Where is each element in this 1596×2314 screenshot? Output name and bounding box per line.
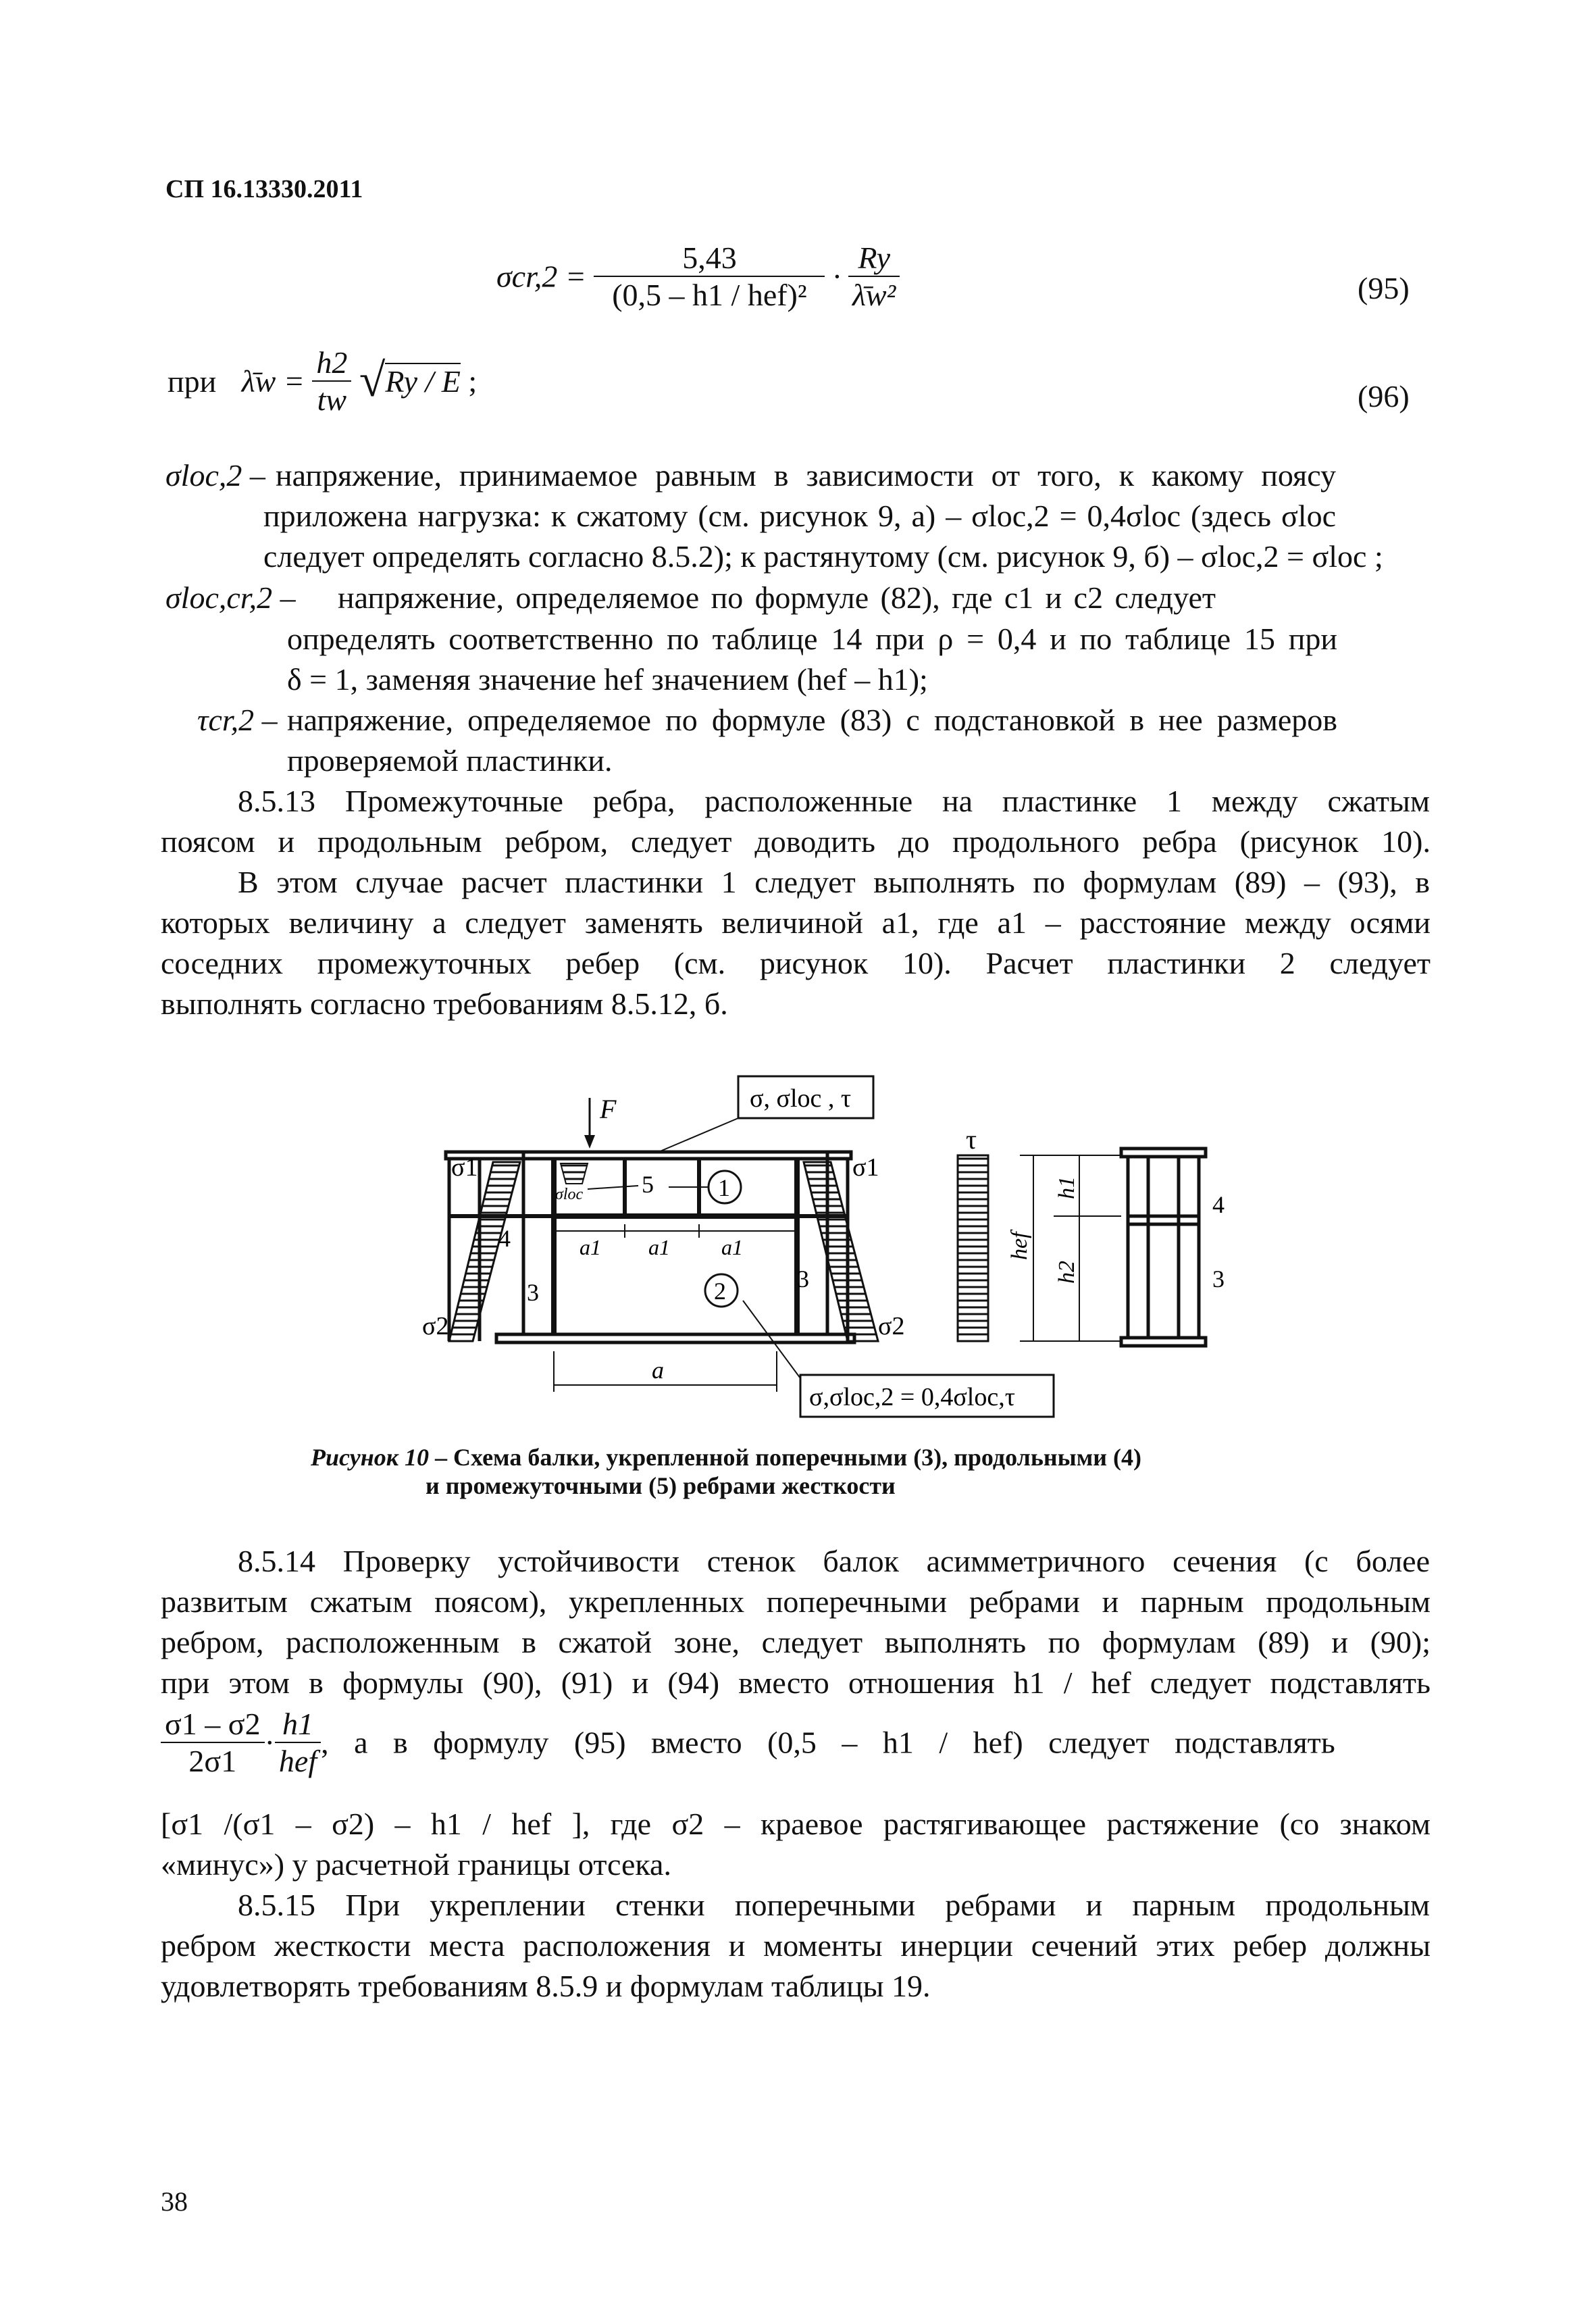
cross-section xyxy=(1121,1149,1206,1346)
formula-95 xyxy=(496,240,900,313)
dim-a xyxy=(554,1351,777,1392)
formula-95-denominator: (0,5 – h1 / hef)² xyxy=(612,278,807,312)
p8514-dot: · xyxy=(264,1725,275,1760)
formula-96-denominator: tw xyxy=(317,382,347,417)
label-sigma1-right: σ1 xyxy=(852,1153,879,1182)
def1-line2: приложена нагрузка: к сжатому (см. рисунок 9, а) – σloc,2 = 0,4σloc (здесь σloc xyxy=(263,499,1336,533)
formula-95-numerator2: Ry xyxy=(848,240,900,277)
p8513-line5: соседних промежуточных ребер (см. рисунок 10). Расчет пластинки 2 следует xyxy=(161,946,1431,980)
label-hef: hef xyxy=(1007,1232,1032,1260)
label-a1-3: a1 xyxy=(721,1235,743,1259)
p8514-line1: 8.5.14 Проверку устойчивости стенок балок асимметричного сечения (с более xyxy=(238,1544,1430,1578)
label-section-3: 3 xyxy=(1212,1265,1225,1292)
label-sigloc: σloc xyxy=(555,1186,584,1203)
p8515-line1: 8.5.15 При укреплении стенки поперечными ребрами и парным продольным xyxy=(238,1888,1430,1922)
formula-96-fraction xyxy=(312,345,351,418)
document-code: СП 16.13330.2011 xyxy=(165,175,363,203)
stress-diagram-right xyxy=(804,1162,878,1341)
p8514-line5 xyxy=(161,1706,1335,1779)
label-sigma2-left: σ2 xyxy=(422,1312,449,1340)
label-plate-1: 1 xyxy=(718,1174,730,1201)
label-a: a xyxy=(652,1357,664,1384)
def2-line3: δ = 1, заменяя значение hef значением (hef – h1); xyxy=(287,662,928,697)
def1-line1: напряжение, принимаемое равным в зависимости от того, к какому поясу xyxy=(276,458,1336,493)
figure-10 xyxy=(0,1054,1596,1432)
p8514-frac1-den: 2σ1 xyxy=(188,1744,237,1778)
box-top-text: σ, σloc , τ xyxy=(750,1084,852,1113)
figure-caption-line1 xyxy=(311,1440,1141,1472)
label-h1: h1 xyxy=(1054,1176,1079,1199)
formula-96-sqrt-sign: √ xyxy=(359,355,386,407)
p8514-line7: «минус») у расчетной границы отсека. xyxy=(161,1847,671,1882)
load-arrow-icon xyxy=(584,1098,595,1149)
p8514-line6: [σ1 /(σ1 – σ2) – h1 / hef ], где σ2 – краевое растягивающее растяжение (со знаком xyxy=(161,1807,1431,1841)
stress-loc-diagram xyxy=(561,1163,588,1184)
formula-96-numerator: h2 xyxy=(312,345,351,382)
p8513-line1: 8.5.13 Промежуточные ребра, расположенные на пластинке 1 между сжатым xyxy=(238,784,1430,818)
def1-line3: следует определять согласно 8.5.2); к растянутому (см. рисунок 9, б) – σloc,2 = σloc ; xyxy=(263,539,1383,574)
formula-95-mul: · xyxy=(832,259,841,294)
label-sigma2-right: σ2 xyxy=(878,1312,905,1340)
p8514-line4: при этом в формулы (90), (91) и (94) вместо отношения h1 / hef следует подставлять xyxy=(161,1665,1431,1700)
label-a1-1: a1 xyxy=(580,1235,601,1259)
formula-95-number: (95) xyxy=(1358,271,1410,305)
formula-96-lhs: λ̄w = xyxy=(241,363,305,399)
label-F: F xyxy=(600,1094,617,1124)
page-number: 38 xyxy=(161,2186,188,2217)
label-sigma1-left: σ1 xyxy=(451,1153,478,1182)
p8514-line5-rest: , а в формулу (95) вместо (0,5 – h1 / hef) следует подставлять xyxy=(321,1725,1335,1760)
label-section-4: 4 xyxy=(1212,1191,1225,1218)
label-tau: τ xyxy=(966,1124,977,1155)
def3-line2: проверяемой пластинки. xyxy=(287,743,613,778)
def2-line2: определять соответственно по таблице 14 при ρ = 0,4 и по таблице 15 при xyxy=(287,622,1337,656)
p8515-line2: ребром жесткости места расположения и моменты инерции сечений этих ребер должны xyxy=(161,1928,1431,1963)
formula-95-fraction xyxy=(594,240,825,313)
label-rib-5: 5 xyxy=(642,1171,654,1198)
p8514-line2: развитым сжатым поясом), укрепленных поперечными ребрами и парным продольным xyxy=(161,1584,1431,1619)
label-rib-3-left: 3 xyxy=(527,1279,539,1306)
def2-symbol: σloc,cr,2 – xyxy=(165,580,296,615)
formula-96-number: (96) xyxy=(1358,379,1410,413)
tau-diagram xyxy=(958,1155,988,1341)
def3-symbol: τcr,2 – xyxy=(197,703,278,737)
formula-95-denominator2: λ̄w² xyxy=(852,278,896,312)
def1-symbol: σloc,2 – xyxy=(165,458,265,493)
def3-line1: напряжение, определяемое по формуле (83) с подстановкой в нее размеров xyxy=(287,703,1337,737)
p8513-line4: которых величину a следует заменять величиной a1, где a1 – расстояние между осями xyxy=(161,905,1431,940)
formula-95-lhs: σcr,2 = xyxy=(496,259,586,294)
formula-96-pri: при xyxy=(168,363,217,399)
formula-96-tail: ; xyxy=(468,363,478,399)
formula-95-numerator: 5,43 xyxy=(594,240,825,277)
leader-box-bottom xyxy=(743,1301,800,1378)
label-h2: h2 xyxy=(1054,1261,1079,1284)
label-plate-2: 2 xyxy=(714,1278,726,1305)
figure-caption-text1: Схема балки, укрепленной поперечными (3), продольными (4) xyxy=(453,1444,1141,1471)
box-bottom-text: σ,σloc,2 = 0,4σloc,τ xyxy=(809,1383,1016,1411)
formula-96 xyxy=(168,345,477,418)
p8514-line3: ребром, расположенным в сжатой зоне, следует выполнять по формулам (89) и (90); xyxy=(161,1625,1431,1659)
label-rib-4: 4 xyxy=(498,1225,511,1252)
label-a1-2: a1 xyxy=(648,1235,670,1259)
p8514-frac1 xyxy=(161,1706,265,1779)
formula-95-fraction2 xyxy=(848,240,900,313)
figure-caption-label: Рисунок 10 xyxy=(311,1444,429,1471)
formula-96-root: Ry / E xyxy=(385,363,461,399)
p8514-frac1-num: σ1 – σ2 xyxy=(161,1706,265,1743)
p8514-frac2 xyxy=(275,1706,321,1779)
label-rib-3-right: 3 xyxy=(797,1265,809,1292)
p8514-frac2-den: hef xyxy=(278,1744,317,1778)
def2-line1: напряжение, определяемое по формуле (82), где c1 и c2 следует xyxy=(338,580,1216,615)
p8513-line3: В этом случае расчет пластинки 1 следует выполнять по формулам (89) – (93), в xyxy=(238,865,1430,899)
p8513-line2: поясом и продольным ребром, следует доводить до продольного ребра (рисунок 10). xyxy=(161,824,1431,859)
p8515-line3: удовлетворять требованиям 8.5.9 и формулам таблицы 19. xyxy=(161,1969,931,2003)
leader-box-top xyxy=(659,1118,738,1152)
p8514-frac2-num: h1 xyxy=(275,1706,321,1743)
p8513-line6: выполнять согласно требованиям 8.5.12, б. xyxy=(161,986,728,1021)
leader-rib-5 xyxy=(588,1186,638,1189)
figure-caption-line2: и промежуточными (5) ребрами жесткости xyxy=(426,1472,896,1499)
figure-caption-dash: – xyxy=(428,1444,453,1471)
